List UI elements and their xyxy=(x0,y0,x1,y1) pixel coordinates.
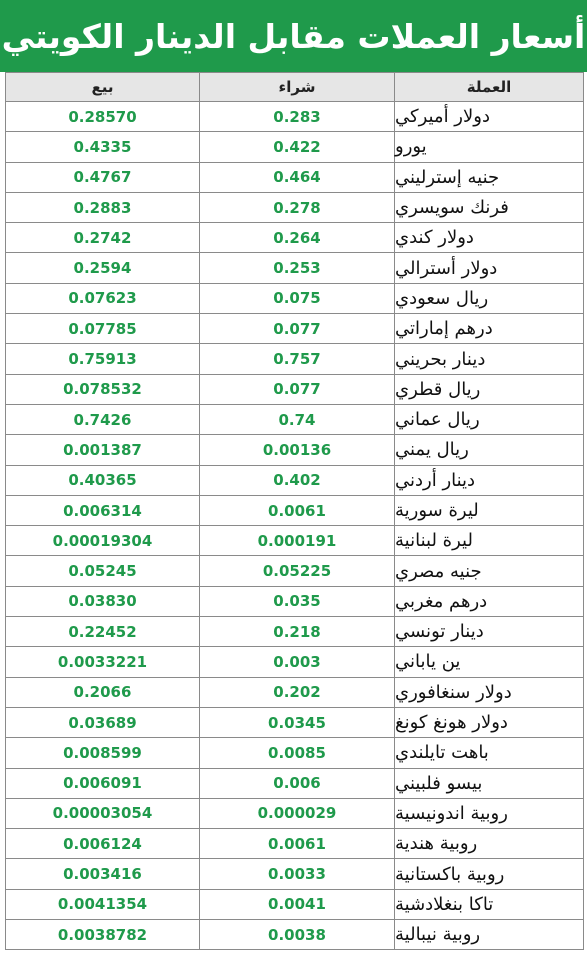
table-row xyxy=(6,799,583,829)
currency-name: فرنك سويسري xyxy=(395,197,509,219)
sell-rate: 0.2066 xyxy=(6,678,200,707)
currency-name: دينار تونسي xyxy=(395,621,484,643)
table-body xyxy=(6,102,583,950)
buy-rate: 0.464 xyxy=(200,163,395,192)
table-row xyxy=(6,587,583,617)
buy-rate: 0.74 xyxy=(200,405,395,434)
currency-rates-table xyxy=(5,72,584,950)
table-row xyxy=(6,435,583,465)
table-row xyxy=(6,193,583,223)
sell-rate: 0.4767 xyxy=(6,163,200,192)
currency-name: دينار أردني xyxy=(395,469,476,491)
buy-rate: 0.253 xyxy=(200,253,395,282)
sell-rate: 0.00003054 xyxy=(6,799,200,828)
table-row xyxy=(6,466,583,496)
sell-rate: 0.2594 xyxy=(6,253,200,282)
sell-rate: 0.0033221 xyxy=(6,647,200,676)
table-row xyxy=(6,284,583,314)
sell-rate: 0.22452 xyxy=(6,617,200,646)
table-row xyxy=(6,253,583,283)
sell-rate: 0.03830 xyxy=(6,587,200,616)
sell-rate: 0.008599 xyxy=(6,738,200,767)
currency-name: تاكا بنغلادشية xyxy=(395,893,494,915)
table-row xyxy=(6,102,583,132)
currency-name: دولار أميركي xyxy=(395,106,490,128)
sell-rate: 0.001387 xyxy=(6,435,200,464)
currency-name: دولار هونغ كونغ xyxy=(395,712,508,734)
sell-rate: 0.0041354 xyxy=(6,890,200,919)
table-header-row xyxy=(6,72,583,102)
currency-name: درهم إماراتي xyxy=(395,318,493,340)
buy-rate: 0.05225 xyxy=(200,556,395,585)
header-sell: بيع xyxy=(6,73,200,101)
currency-name: دولار سنغافوري xyxy=(395,681,512,703)
buy-rate: 0.0038 xyxy=(200,920,395,949)
header-currency: العملة xyxy=(466,78,512,96)
page-title: أسعار العملات مقابل الدينار الكويتي xyxy=(0,0,587,72)
buy-rate: 0.003 xyxy=(200,647,395,676)
buy-rate: 0.218 xyxy=(200,617,395,646)
buy-rate: 0.278 xyxy=(200,193,395,222)
sell-rate: 0.4335 xyxy=(6,132,200,161)
table-row xyxy=(6,769,583,799)
table-row xyxy=(6,344,583,374)
buy-rate: 0.077 xyxy=(200,375,395,404)
currency-name: روبية هندية xyxy=(395,833,478,855)
currency-name: باهت تايلندي xyxy=(395,742,489,764)
table-row xyxy=(6,829,583,859)
buy-rate: 0.006 xyxy=(200,769,395,798)
currency-name: ليرة سورية xyxy=(395,500,479,521)
sell-rate: 0.2883 xyxy=(6,193,200,222)
sell-rate: 0.006091 xyxy=(6,769,200,798)
sell-rate: 0.003416 xyxy=(6,859,200,888)
buy-rate: 0.757 xyxy=(200,344,395,373)
sell-rate: 0.00019304 xyxy=(6,526,200,555)
currency-name: روبية اندونيسية xyxy=(395,802,508,824)
buy-rate: 0.0041 xyxy=(200,890,395,919)
buy-rate: 0.0061 xyxy=(200,496,395,525)
buy-rate: 0.422 xyxy=(200,132,395,161)
sell-rate: 0.0038782 xyxy=(6,920,200,949)
table-row xyxy=(6,920,583,950)
table-row xyxy=(6,314,583,344)
currency-name: ريال يمني xyxy=(395,439,469,461)
currency-name: بيسو فلبيني xyxy=(395,772,483,794)
sell-rate: 0.75913 xyxy=(6,344,200,373)
buy-rate: 0.202 xyxy=(200,678,395,707)
table-row xyxy=(6,526,583,556)
currency-name: ريال عماني xyxy=(395,409,480,431)
sell-rate: 0.078532 xyxy=(6,375,200,404)
sell-rate: 0.2742 xyxy=(6,223,200,252)
currency-name: جنيه إسترليني xyxy=(395,166,500,188)
sell-rate: 0.40365 xyxy=(6,466,200,495)
table-row xyxy=(6,405,583,435)
table-row xyxy=(6,678,583,708)
currency-name: ليرة لبنانية xyxy=(395,530,473,552)
currency-name: درهم مغربي xyxy=(395,590,488,612)
table-row xyxy=(6,223,583,253)
currency-name: يورو xyxy=(395,136,427,158)
table-row xyxy=(6,132,583,162)
table-row xyxy=(6,496,583,526)
table-row xyxy=(6,738,583,768)
sell-rate: 0.05245 xyxy=(6,556,200,585)
currency-name: ين ياباني xyxy=(395,651,461,673)
sell-rate: 0.006314 xyxy=(6,496,200,525)
currency-name: دولار كندي xyxy=(395,227,474,249)
buy-rate: 0.075 xyxy=(200,284,395,313)
buy-rate: 0.0345 xyxy=(200,708,395,737)
currency-name: دينار بحريني xyxy=(395,348,486,370)
table-row xyxy=(6,617,583,647)
buy-rate: 0.000191 xyxy=(200,526,395,555)
sell-rate: 0.07785 xyxy=(6,314,200,343)
sell-rate: 0.28570 xyxy=(6,102,200,131)
table-row xyxy=(6,859,583,889)
table-row xyxy=(6,890,583,920)
sell-rate: 0.006124 xyxy=(6,829,200,858)
buy-rate: 0.264 xyxy=(200,223,395,252)
buy-rate: 0.000029 xyxy=(200,799,395,828)
table-row xyxy=(6,163,583,193)
buy-rate: 0.077 xyxy=(200,314,395,343)
buy-rate: 0.283 xyxy=(200,102,395,131)
currency-name: ريال قطري xyxy=(395,378,481,400)
sell-rate: 0.03689 xyxy=(6,708,200,737)
currency-name: روبية نيبالية xyxy=(395,924,481,946)
currency-name: دولار أسترالي xyxy=(395,257,498,279)
buy-rate: 0.035 xyxy=(200,587,395,616)
table-row xyxy=(6,647,583,677)
buy-rate: 0.0033 xyxy=(200,859,395,888)
buy-rate: 0.0085 xyxy=(200,738,395,767)
table-row xyxy=(6,375,583,405)
table-row xyxy=(6,556,583,586)
currency-name: ريال سعودي xyxy=(395,287,489,309)
currency-name: روبية باكستانية xyxy=(395,863,505,885)
table-row xyxy=(6,708,583,738)
buy-rate: 0.0061 xyxy=(200,829,395,858)
header-buy: شراء xyxy=(200,73,395,101)
buy-rate: 0.402 xyxy=(200,466,395,495)
currency-name: جنيه مصري xyxy=(395,560,482,582)
sell-rate: 0.07623 xyxy=(6,284,200,313)
sell-rate: 0.7426 xyxy=(6,405,200,434)
buy-rate: 0.00136 xyxy=(200,435,395,464)
